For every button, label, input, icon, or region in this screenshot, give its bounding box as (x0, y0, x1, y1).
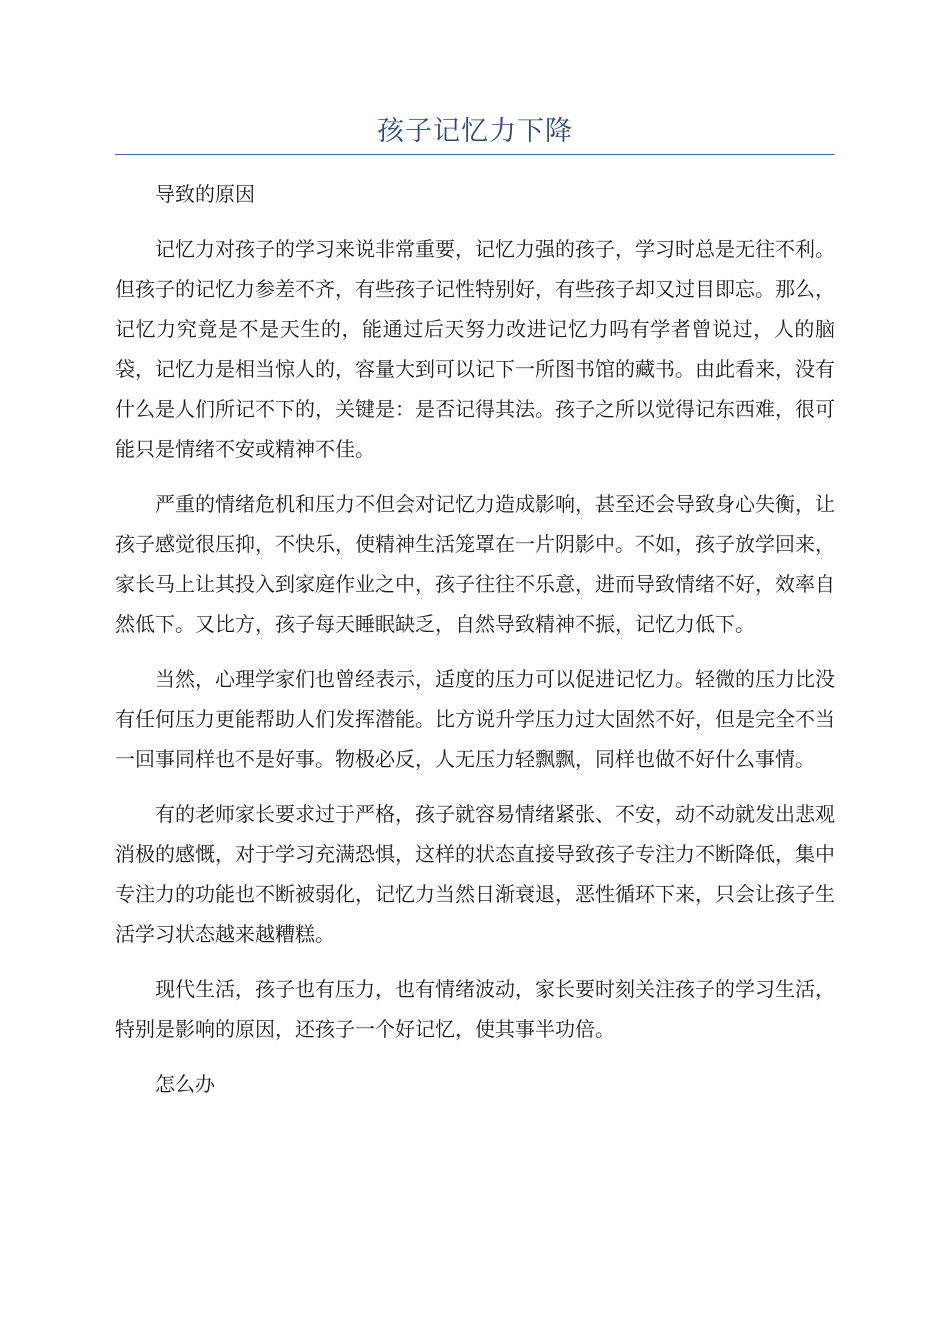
paragraph-1: 记忆力对孩子的学习来说非常重要，记忆力强的孩子，学习时总是无往不利。但孩子的记忆力参差不齐，有些孩子记性特别好，有些孩子却又过目即忘。那么，记忆力究竟是不是天生的，能通过后天努力改进记忆力吗有学者曾说过，人的脑袋，记忆力是相当惊人的，容量大到可以记下一所图书馆的藏书。由此看来，没有什么是人们所记不下的，关键是：是否记得其法。孩子之所以觉得记东西难，很可能只是情绪不安或精神不佳。 (115, 237, 835, 461)
title-underline (115, 154, 835, 155)
paragraph-2: 严重的情绪危机和压力不但会对记忆力造成影响，甚至还会导致身心失衡，让孩子感觉很压抑，不快乐，使精神生活笼罩在一片阴影中。不如，孩子放学回来，家长马上让其投入到家庭作业之中，孩子往往不乐意，进而导致情绪不好，效率自然低下。又比方，孩子每天睡眠缺乏，自然导致精神不振，记忆力低下。 (115, 492, 835, 636)
document-title: 孩子记忆力下降 (377, 116, 573, 147)
paragraph-3: 当然，心理学家们也曾经表示，适度的压力可以促进记忆力。轻微的压力比没有任何压力更能帮助人们发挥潜能。比方说升学压力过大固然不好，但是完全不当一回事同样也不是好事。物极必反，人无压力轻飘飘，同样也做不好什么事情。 (115, 667, 835, 771)
section-heading-solutions: 怎么办 (155, 1072, 215, 1096)
document-body (115, 174, 835, 1119)
paragraph-5: 现代生活，孩子也有压力，也有情绪波动，家长要时刻关注孩子的学习生活，特别是影响的原因，还孩子一个好记忆，使其事半功倍。 (115, 977, 835, 1041)
section-heading-causes: 导致的原因 (155, 182, 255, 206)
paragraph-4: 有的老师家长要求过于严格，孩子就容易情绪紧张、不安，动不动就发出悲观消极的感慨，对于学习充满恐惧，这样的状态直接导致孩子专注力不断降低，集中专注力的功能也不断被弱化，记忆力当然日渐衰退，恶性循环下来，只会让孩子生活学习状态越来越糟糕。 (115, 802, 835, 946)
